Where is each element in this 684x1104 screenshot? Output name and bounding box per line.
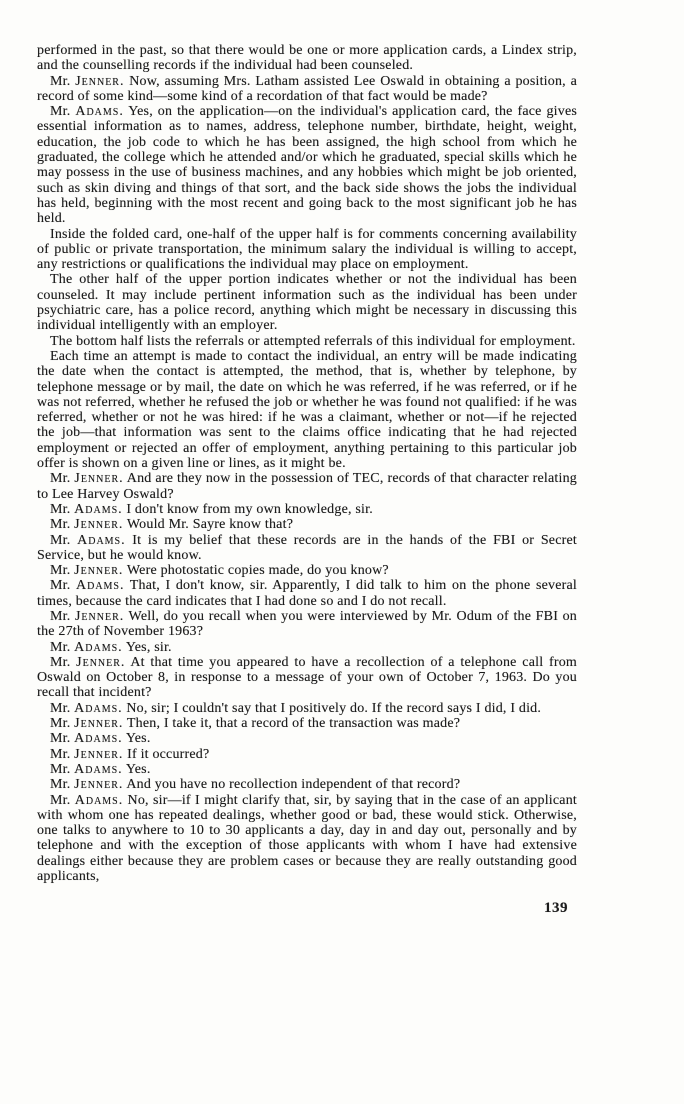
speaker-name: Adams.: [74, 501, 123, 517]
paragraph-text: No, sir; I couldn't say that I positively do. If the record says I did, I did.: [126, 700, 542, 716]
paragraph-text: Well, do you recall when you were interviewed by Mr. Odum of the FBI on the 27th of November 1963?: [37, 608, 577, 640]
paragraph-text: Yes, on the application—on the individual's application card, the face gives essential information as to names, address, telephone number, birthdate, height, weight, education, the job code to which he has been assigned, the high school from which he graduated, the college which he attended and/or which he graduated, special skills which he may possess in the use of business machines, and any hobbies which might be job oriented, such as skin diving and things of that sort, and the back side shows the jobs the individual has held, beginning with the most recent and going back to the most significant job he has held.: [37, 104, 578, 227]
speaker-name: Adams.: [77, 532, 126, 548]
paragraph-text: The other half of the upper portion indicates whether or not the individual has been counseled. It may include pertinent information such as the individual has been under psychiatric care, has a police record, anything which might be necessary in discussing this individual intelligently with an employer.: [37, 272, 577, 334]
paragraph-text: Then, I take it, that a record of the transaction was made?: [126, 716, 461, 732]
transcript-paragraph: [37, 104, 577, 226]
transcript: [37, 43, 577, 884]
speaker-prefix: Mr.: [50, 501, 71, 517]
transcript-paragraph: [37, 517, 577, 532]
page-number: 139: [544, 900, 568, 917]
paragraph-text: No, sir—if I might clarify that, sir, by saying that in the case of an applicant with whom one has repeated dealings, whether good or bad, these would stick. Otherwise, one talks to anywhere to 10 to 30 applicants a day, day in and day out, personally and by telephone and with the exception of those applicants with whom I have had extensive dealings either because they are problem cases or because they are really outstanding good applicants,: [37, 792, 577, 885]
speaker-prefix: Mr.: [50, 517, 71, 533]
paragraph-text: Now, assuming Mrs. Latham assisted Lee Oswald in obtaining a position, a record of some kind—some kind of a recordation of that fact would be made?: [37, 73, 578, 104]
paragraph-text: Yes.: [125, 761, 151, 777]
paragraph-text: Each time an attempt is made to contact the individual, an entry will be made indicating the date when the contact is attempted, the method, that is, whether by telephone, by telephone message or by mail, the date on which he was referred, if he was referred, or if he was not referred, whether he refused the job or whether he was found not qualified: if he was referred, whether or not he was hired: if he was a claimant, whether or not—if he rejected the job—that information was sent to the claims office indicating that he had rejected employment or rejected an offer of employment, anything pertaining to this particular job offer is shown on a given line or lines, as it might be.: [37, 348, 577, 472]
paragraph-text: performed in the past, so that there would be one or more application cards, a Lindex strip, and the counselling records if the individual had been counseled.: [37, 43, 577, 74]
paragraph-text: That, I don't know, sir. Apparently, I did talk to him on the phone several times, because the card indicates that I had done so and I do not recall.: [37, 578, 577, 609]
transcript-paragraph: [37, 731, 577, 746]
speaker-name: Adams.: [74, 700, 123, 716]
paragraph-text: Yes, sir.: [125, 639, 172, 655]
paragraph-text: And you have no recollection independent of that record?: [126, 777, 461, 793]
speaker-prefix: Mr.: [50, 73, 71, 89]
transcript-paragraph: [37, 762, 577, 777]
paragraph-text: And are they now in the possession of TEC, records of that character relating to Lee Harvey Oswald?: [37, 471, 577, 502]
paragraph-text: The bottom half lists the referrals or attempted referrals of this individual for employment.: [50, 333, 576, 349]
speaker-prefix: Mr.: [50, 731, 71, 747]
speaker-prefix: Mr.: [50, 777, 71, 793]
transcript-paragraph: [37, 349, 577, 471]
transcript-paragraph: [37, 471, 577, 502]
speaker-name: Adams.: [74, 639, 123, 655]
paragraph-text: If it occurred?: [127, 746, 210, 762]
speaker-name: Jenner.: [74, 716, 124, 732]
transcript-paragraph: [37, 747, 577, 762]
transcript-paragraph: [37, 777, 577, 792]
speaker-name: Jenner.: [74, 471, 124, 487]
paragraph-text: I don't know from my own knowledge, sir.: [126, 501, 373, 517]
transcript-paragraph: [37, 609, 577, 640]
speaker-name: Jenner.: [74, 746, 124, 762]
speaker-prefix: Mr.: [50, 104, 71, 120]
speaker-name: Jenner.: [74, 563, 124, 579]
speaker-name: Jenner.: [75, 73, 125, 89]
speaker-name: Adams.: [74, 792, 124, 808]
speaker-prefix: Mr.: [50, 639, 71, 655]
speaker-prefix: Mr.: [50, 700, 71, 716]
paragraph-text: Were photostatic copies made, do you know?: [126, 563, 389, 579]
transcript-paragraph: [37, 655, 577, 701]
paragraph-text: At that time you appeared to have a recollection of a telephone call from Oswald on October 8, in response to a message of your own of October 7, 1963. Do you recall that incident?: [37, 654, 577, 701]
transcript-paragraph: [37, 716, 577, 731]
speaker-name: Adams.: [74, 731, 123, 747]
speaker-prefix: Mr.: [50, 608, 71, 624]
speaker-name: Adams.: [74, 761, 123, 777]
paragraph-text: Yes.: [125, 731, 151, 747]
speaker-name: Jenner.: [74, 777, 124, 793]
speaker-prefix: Mr.: [50, 746, 71, 762]
speaker-prefix: Mr.: [50, 532, 71, 548]
transcript-paragraph: [37, 502, 577, 517]
transcript-paragraph: [37, 272, 577, 333]
transcript-paragraph: [37, 793, 577, 885]
transcript-paragraph: [37, 578, 577, 609]
transcript-paragraph: [37, 227, 577, 273]
transcript-paragraph: [37, 640, 577, 655]
transcript-paragraph: [37, 334, 577, 349]
speaker-name: Adams.: [75, 104, 124, 120]
speaker-prefix: Mr.: [50, 563, 71, 579]
speaker-name: Jenner.: [74, 517, 124, 533]
speaker-prefix: Mr.: [50, 471, 71, 487]
speaker-prefix: Mr.: [50, 654, 71, 670]
paragraph-text: Inside the folded card, one-half of the upper half is for comments concerning availability of public or private transportation, the minimum salary the individual is willing to accept, any restrictions or qualifications the individual may place on employment.: [37, 226, 577, 273]
speaker-prefix: Mr.: [50, 792, 71, 808]
transcript-paragraph: [37, 563, 577, 578]
paragraph-text: It is my belief that these records are in the hands of the FBI or Secret Service, but he would know.: [37, 532, 577, 563]
transcript-paragraph: [37, 701, 577, 716]
speaker-prefix: Mr.: [50, 716, 71, 732]
speaker-prefix: Mr.: [50, 761, 71, 777]
speaker-name: Adams.: [75, 578, 125, 594]
speaker-prefix: Mr.: [50, 578, 71, 594]
transcript-paragraph: [37, 43, 577, 74]
transcript-paragraph: [37, 533, 577, 564]
paragraph-text: Would Mr. Sayre know that?: [126, 517, 294, 533]
transcript-paragraph: [37, 74, 577, 105]
speaker-name: Jenner.: [76, 654, 126, 670]
speaker-name: Jenner.: [74, 608, 125, 624]
